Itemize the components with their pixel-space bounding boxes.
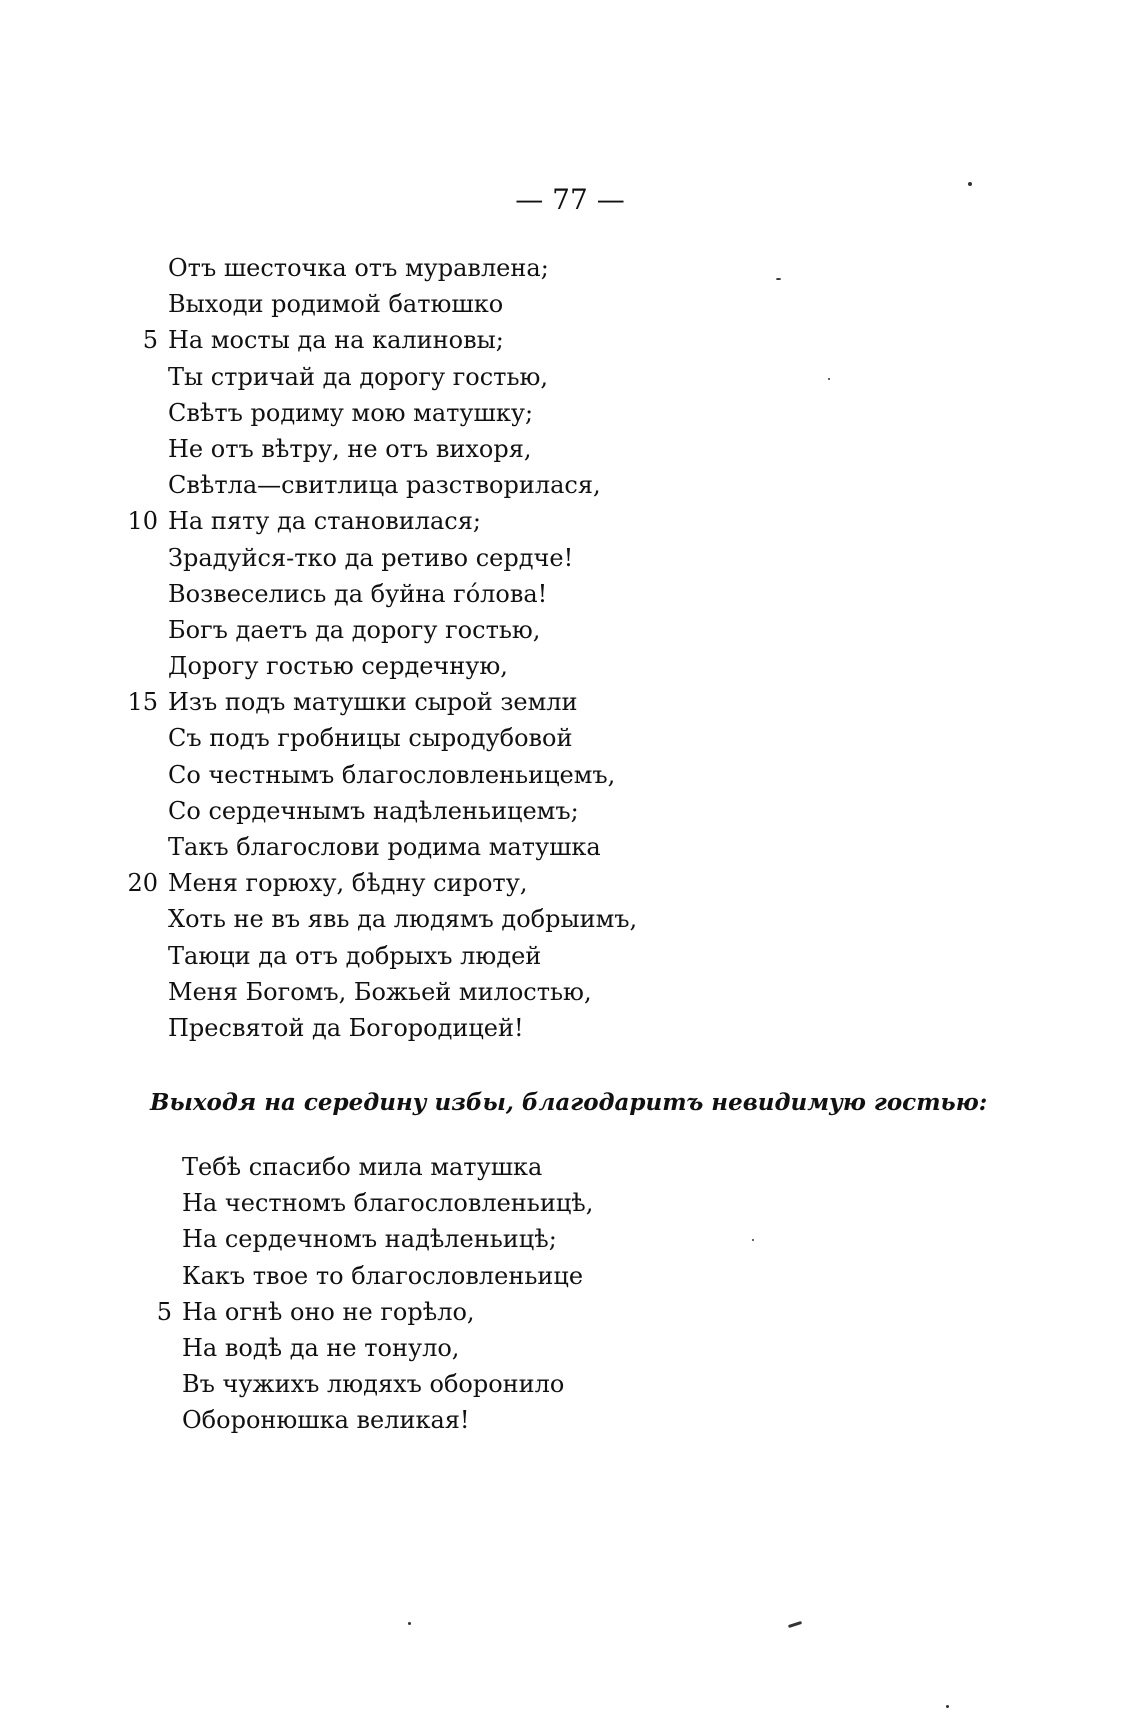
verse-line xyxy=(0,359,1140,395)
verse-text: Свѣтъ родиму мою матушку; xyxy=(168,398,534,427)
stage-direction: Выходя на середину избы, благодаритъ невидимую гостью: xyxy=(150,1089,988,1116)
verse-line xyxy=(0,431,1140,467)
verse-text: Хоть не въ явь да людямъ добрыимъ, xyxy=(168,905,638,934)
verse-line xyxy=(0,576,1140,612)
verse-text: Въ чужихъ людяхъ оборонило xyxy=(182,1370,565,1399)
verse-text: Дорогу гостью сердечную, xyxy=(168,652,508,681)
verse-text: Ты стричай да дорогу гостью, xyxy=(168,362,549,391)
verse-text: Выходи родимой батюшко xyxy=(168,290,504,319)
scan-speck xyxy=(946,1705,949,1708)
verse-line xyxy=(0,1258,1140,1294)
stanza-1 xyxy=(0,250,1140,1046)
verse-line xyxy=(0,938,1140,974)
verse-text: Возвеселись да буйна го́лова! xyxy=(168,579,548,608)
line-number: 5 xyxy=(156,1297,172,1326)
verse-line xyxy=(0,648,1140,684)
verse-line xyxy=(0,1010,1140,1046)
line-number: 5 xyxy=(142,326,158,355)
verse-line xyxy=(0,1221,1140,1257)
verse-line xyxy=(0,540,1140,576)
verse-line xyxy=(0,503,1140,539)
line-number: 10 xyxy=(127,507,158,536)
verse-line xyxy=(0,829,1140,865)
verse-text: Изъ подъ матушки сырой земли xyxy=(168,688,578,717)
verse-text: Съ подъ гробницы сыродубовой xyxy=(168,724,573,753)
verse-text: Отъ шесточка отъ муравлена; xyxy=(168,254,549,282)
verse-line xyxy=(0,1330,1140,1366)
verse-text: Такъ благослови родима матушка xyxy=(168,833,601,861)
verse-line xyxy=(0,395,1140,431)
scan-speck xyxy=(776,278,781,280)
verse-line xyxy=(0,720,1140,756)
verse-text: Не отъ вѣтру, не отъ вихоря, xyxy=(168,434,532,463)
verse-text: Со сердечнымъ надѣленьицемъ; xyxy=(168,796,579,825)
verse-line xyxy=(0,250,1140,286)
verse-line xyxy=(0,322,1140,358)
verse-line xyxy=(0,974,1140,1010)
scan-speck xyxy=(968,182,972,186)
verse-text: На пяту да становилася; xyxy=(168,507,481,536)
verse-text: Зрадуйся-тко да ретиво сердче! xyxy=(168,543,574,572)
verse-text: Богъ даетъ да дорогу гостью, xyxy=(168,615,541,644)
page-number: — 77 — xyxy=(515,183,625,216)
verse-line xyxy=(0,684,1140,720)
scan-speck xyxy=(408,1622,411,1625)
verse-line xyxy=(0,467,1140,503)
verse-text: Со честнымъ благословленьицемъ, xyxy=(168,760,616,789)
scan-speck xyxy=(788,1621,802,1628)
verse-text: Пресвятой да Богородицей! xyxy=(168,1013,524,1042)
line-number: 15 xyxy=(127,688,158,717)
verse-line xyxy=(0,865,1140,901)
verse-line xyxy=(0,286,1140,322)
verse-text: Меня горюху, бѣдну сироту, xyxy=(168,869,528,898)
verse-text: Таюци да отъ добрыхъ людей xyxy=(168,941,542,970)
verse-line xyxy=(0,1402,1140,1438)
verse-line xyxy=(0,901,1140,937)
verse-text: На мосты да на калиновы; xyxy=(168,326,504,355)
verse-text: Какъ твое то благословленьице xyxy=(182,1261,584,1290)
verse-line xyxy=(0,1149,1140,1185)
verse-line xyxy=(0,793,1140,829)
verse-text: На честномъ благословленьицѣ, xyxy=(182,1189,594,1218)
verse-line xyxy=(0,612,1140,648)
verse-text: Меня Богомъ, Божьей милостью, xyxy=(168,977,592,1006)
verse-text: На водѣ да не тонуло, xyxy=(182,1333,460,1362)
line-number: 20 xyxy=(127,869,158,898)
verse-line xyxy=(0,1185,1140,1221)
verse-text: На сердечномъ надѣленьицѣ; xyxy=(182,1225,557,1254)
verse-line xyxy=(0,1294,1140,1330)
verse-text: Оборонюшка великая! xyxy=(182,1406,470,1435)
verse-line xyxy=(0,1366,1140,1402)
verse-line xyxy=(0,757,1140,793)
verse-text: Тебѣ спасибо мила матушка xyxy=(182,1153,543,1181)
scan-speck xyxy=(828,378,830,380)
verse-text: На огнѣ оно не горѣло, xyxy=(182,1297,475,1326)
stanza-2 xyxy=(0,1149,1140,1439)
scan-speck xyxy=(752,1239,754,1241)
verse-text: Свѣтла—свитлица разстворилася, xyxy=(168,471,601,500)
